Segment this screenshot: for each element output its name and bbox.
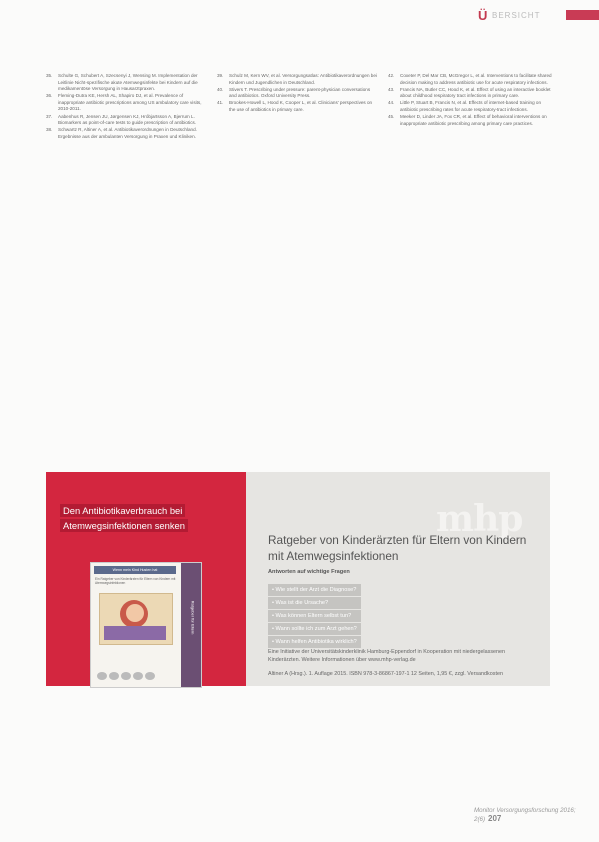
ad-question-list (268, 584, 361, 649)
section-glyph: Ü (478, 8, 488, 23)
reference-column-1 (46, 73, 204, 141)
list-item: • Wie stellt der Arzt die Diagnose? (268, 584, 361, 596)
list-item: • Wann sollte ich zum Arzt gehen? (268, 623, 361, 635)
ad-headline-line-1: Den Antibiotikaverbrauch bei (60, 504, 185, 517)
reference-column-2 (217, 73, 379, 114)
logo-icon (121, 672, 131, 680)
reference-item: 37. Aabenhus R, Jensen JU, Jørgensen KJ, Hróbjartsson A, Bjerrum L. Biomarkers as point-of-care tests to guide prescription of antibiotics. (46, 113, 197, 126)
reference-item: 36. Fleming-Dutra KE, Hersh AL, Shapiro DJ, et al. Prevalence of inappropriate antibiotic prescriptions among US ambulatory care visits, 2010-2011. (46, 93, 202, 112)
reference-item: 45. Meeker D, Linder JA, Fox CR, et al. Effect of behavioral interventions on inappropriate antibiotic prescribing among primary care practices. (388, 114, 547, 126)
list-item: • Was können Eltern selbst tun? (268, 610, 361, 622)
list-item: • Was ist die Ursache? (268, 597, 361, 609)
child-face (126, 604, 144, 622)
book-logos (97, 667, 171, 677)
book-title: Wenn mein Kind Husten hat (94, 566, 176, 574)
blanket (104, 626, 166, 640)
reference-item: 43. Francis NA, Butler CC, Hood K, et al. Effect of using an interactive booklet about childhood respiratory tract infections in primary care. (388, 86, 551, 99)
reference-item: 39. Schulz M, Kern WV, et al. Versorgungsatlas: Antibiotikaverordnungen bei Kindern und Jugendlichen in Deutschland. (217, 73, 377, 85)
ad-info-text: Eine Initiative der Universitätskinderklinik Hamburg-Eppendorf in Kooperation mit niedergelassenen Kinderärzten. Weitere Informationen über www.mhp-verlag.de (268, 649, 506, 663)
ad-subtitle: Antworten auf wichtige Fragen (268, 569, 350, 575)
ad-order-text: Altiner A (Hrsg.). 1. Auflage 2015. ISBN 978-3-86867-197-1 12 Seiten, 1,95 €, zzgl. Versandkosten (268, 671, 503, 677)
reference-item: 35. Schulte G, Schubert A, Szecsenyi J, Wensing M. Implementation der Leitlinie Nicht-spezifische akute Atemwegsinfekte bei Kindern auf die medikamentöse Versorgung in Hausarztpraxen. (46, 73, 198, 92)
book-spine-label: Ratgeber für Eltern (190, 600, 196, 635)
reference-item: 42. Coxeter P, Del Mar CB, McGregor L, et al. Interventions to facilitate shared decision making to address antibiotic use for acute respiratory infections. (388, 73, 552, 85)
reference-item: 44. Little P, Stuart B, Francis N, et al. Effects of internet-based training on antibiotic prescribing rates for acute respiratory-tract infections. (388, 100, 542, 112)
book-spine (181, 563, 201, 687)
publisher-logo: mhp (436, 498, 523, 540)
book-illustration (99, 593, 173, 645)
logo-icon (145, 672, 155, 680)
logo-icon (109, 672, 119, 680)
reference-item: 40. Stivers T. Prescribing under pressure: parent-physician conversations and antibiotics. Oxford University Press. (217, 86, 371, 99)
page-number: 207 (488, 814, 502, 823)
reference-item: 38. Schwartz R, Altiner A, et al. Antibiotikaverordnungen in Deutschland. Ergebnisse aus der ambulanten Versorgung in Praxen und Kliniken. (46, 127, 197, 139)
header-accent-bar (566, 10, 599, 20)
section-label: BERSICHT (492, 11, 541, 20)
ad-headline (60, 504, 238, 534)
list-item: • Wann helfen Antibiotika wirklich? (268, 636, 361, 648)
ad-headline-line-2: Atemwegsinfektionen senken (60, 519, 188, 532)
advertisement (46, 472, 550, 686)
logo-icon (133, 672, 143, 680)
page-footer (474, 807, 599, 823)
book-cover (90, 562, 202, 688)
ad-title: Ratgeber von Kinderärzten für Eltern von Kindern mit Atemwegsinfektionen (268, 533, 527, 563)
reference-item: 41. Brookes-Howell L, Hood K, Cooper L, et al. Clinicians' perspectives on the use of antibiotics in primary care. (217, 100, 373, 112)
section-tab (478, 8, 564, 24)
journal-name: Monitor Versorgungsforschung 2016; 2(6) (474, 807, 576, 823)
reference-column-3 (388, 73, 552, 128)
book-subtitle: Ein Ratgeber von Kinderärzten für Eltern von Kindern mit Atemwegsinfektionen (95, 577, 176, 586)
ad-red-panel (46, 472, 246, 686)
logo-icon (97, 672, 107, 680)
